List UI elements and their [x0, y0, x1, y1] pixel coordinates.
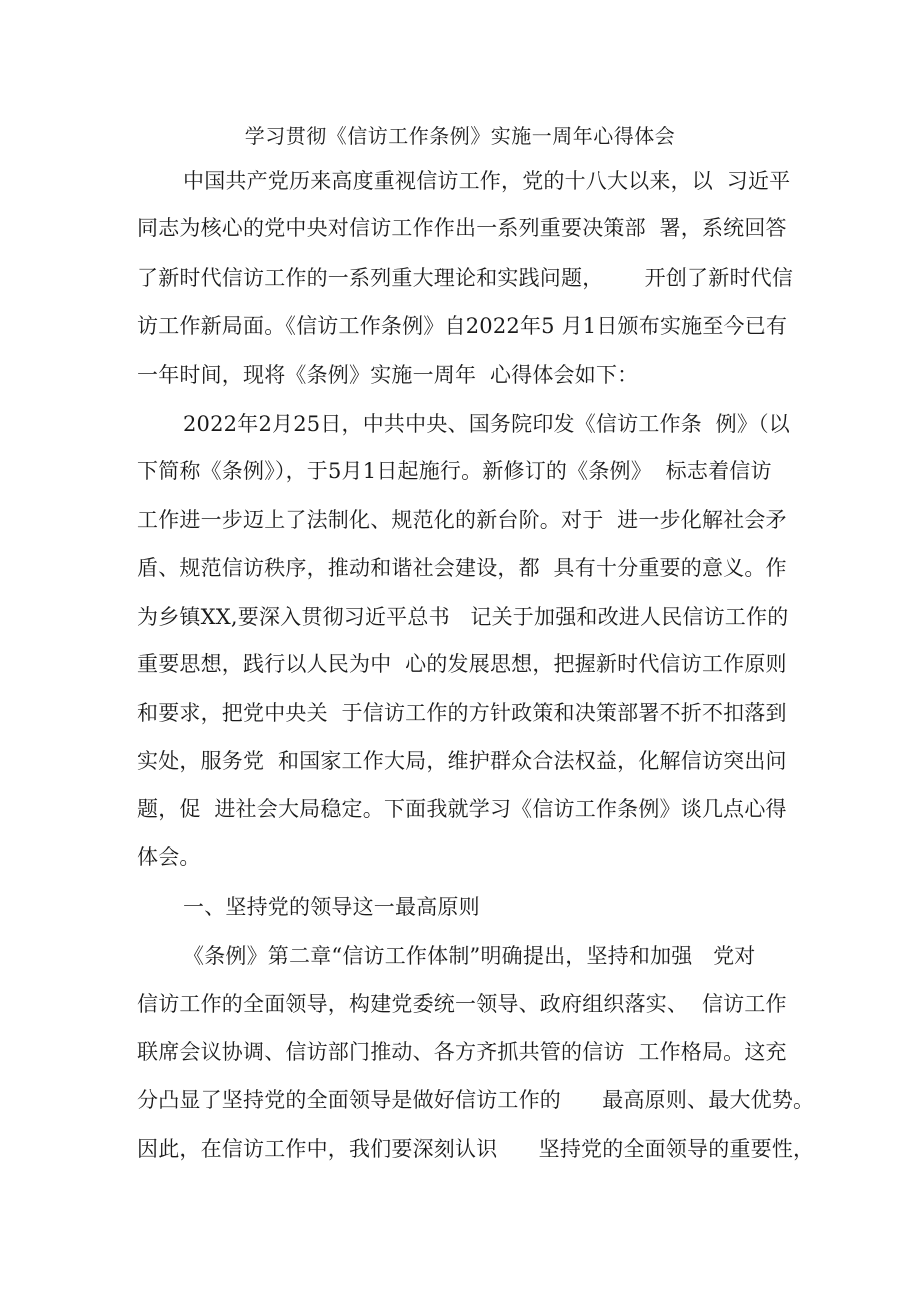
paragraph-line: 下简称《条例》），于5月1日起施行。新修订的《条例》 标志着信访 [137, 459, 772, 483]
paragraph-line: 联席会议协调、信访部门推动、各方齐抓共管的信访 工作格局。这充 [137, 1040, 787, 1064]
paragraph-line: 体会。 [137, 845, 201, 869]
paragraph-line: 为乡镇XX,要深入贯彻习近平总书 记关于加强和改进人民信访工作的 [137, 605, 789, 629]
paragraph-line: 和要求，把党中央关 于信访工作的方针政策和决策部署不折不扣落到 [137, 701, 787, 725]
paragraph-line: 2022年2月25日，中共中央、国务院印发《信访工作条 例》（以 [183, 412, 790, 436]
paragraph-line: 访工作新局面。《信访工作条例》自2022年5 月1日颁布实施至今已有 [137, 314, 788, 338]
paragraph-line: 工作进一步迈上了法制化、规范化的新台阶。对于 进一步化解社会矛 [137, 508, 787, 532]
paragraph-line: 一年时间，现将《条例》实施一周年 心得体会如下： [137, 363, 639, 387]
paragraph-line: 了新时代信访工作的一系列重大理论和实践问题， 开创了新时代信 [137, 266, 794, 290]
paragraph-line: 因此，在信访工作中，我们要深刻认识 坚持党的全面领导的重要性， [137, 1137, 815, 1161]
paragraph-line: 同志为核心的党中央对信访工作作出一系列重要决策部 署，系统回答 [137, 216, 787, 240]
paragraph-line: 中国共产党历来高度重视信访工作，党的十八大以来，以 习近平 [183, 169, 791, 193]
paragraph-line: 信访工作的全面领导，构建党委统一领导、政府组织落实、 信访工作 [137, 992, 787, 1016]
paragraph-line: 分凸显了坚持党的全面领导是做好信访工作的 最高原则、最大优势。 [137, 1088, 815, 1112]
paragraph-line: 题，促 进社会大局稳定。下面我就学习《信访工作条例》谈几点心得 [137, 797, 787, 821]
paragraph-line: 实处，服务党 和国家工作大局，维护群众合法权益，化解信访突出问 [137, 749, 787, 773]
paragraph-line: 盾、规范信访秩序，推动和谐社会建设，都 具有十分重要的意义。作 [137, 556, 787, 580]
document-title: 学习贯彻《信访工作条例》实施一周年心得体会 [244, 124, 676, 148]
paragraph-line: 重要思想，践行以人民为中 心的发展思想，把握新时代信访工作原则 [137, 652, 787, 676]
paragraph-line: 《条例》第二章“信访工作体制”明确提出，坚持和加强 党对 [183, 944, 756, 968]
section-heading: 一、坚持党的领导这一最高原则 [183, 895, 480, 919]
